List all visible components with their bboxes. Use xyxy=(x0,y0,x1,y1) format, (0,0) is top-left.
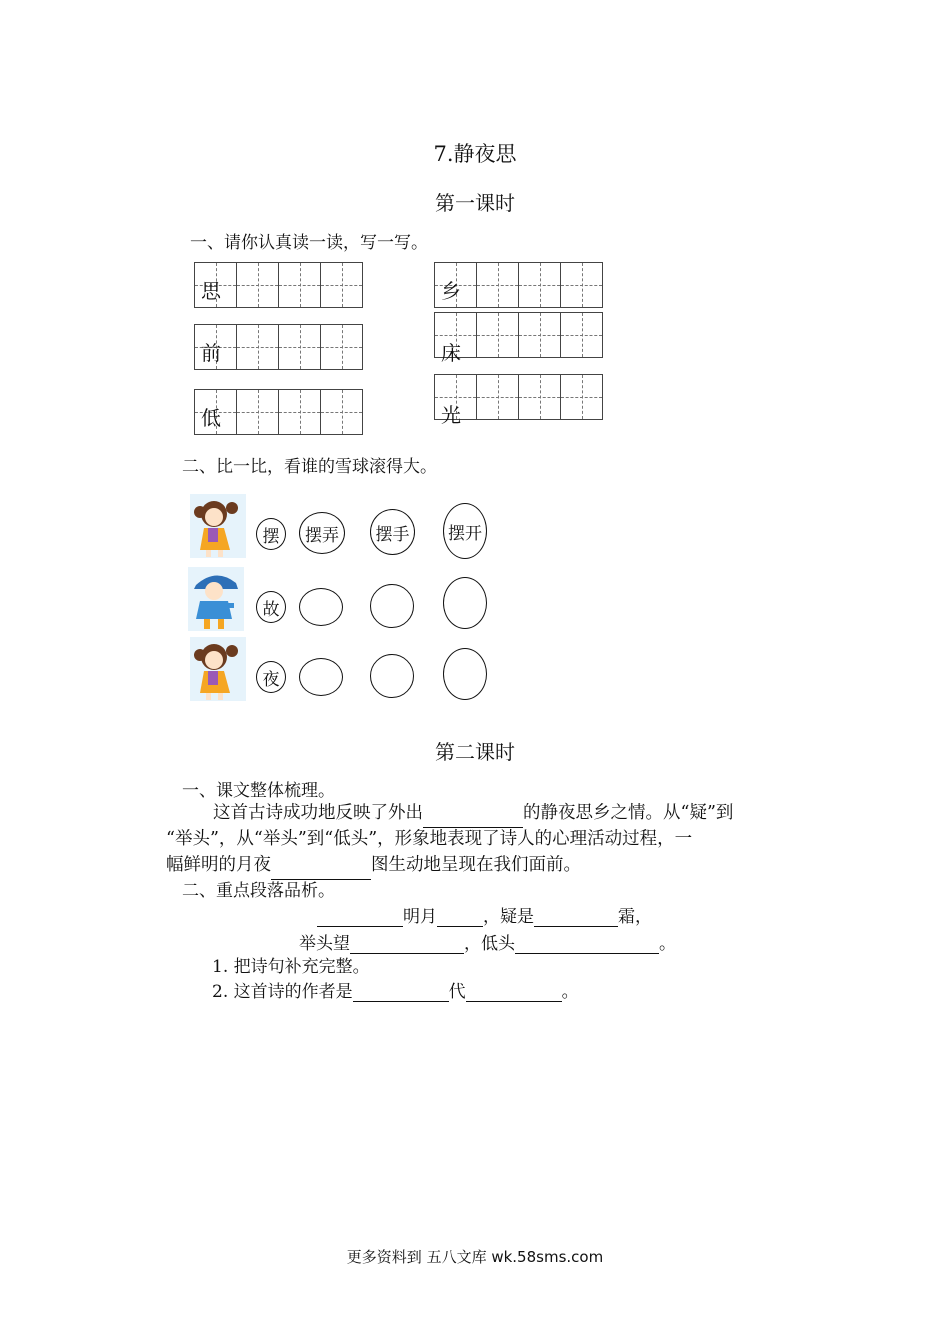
paragraph-line-2: “举头”，从“举头”到“低头”，形象地表现了诗人的心理活动过程，一 xyxy=(166,829,693,849)
lesson1-heading: 第一课时 xyxy=(435,191,515,215)
writing-grid-qian[interactable] xyxy=(194,324,363,370)
footer-link[interactable]: 更多资料到 五八文库 wk.58sms.com xyxy=(346,1248,604,1266)
text: 的静夜思乡之情。从“疑”到 xyxy=(523,803,734,823)
poem-line-2 xyxy=(299,929,676,954)
snowball-blank[interactable] xyxy=(443,648,487,700)
snowball-char: 夜 xyxy=(256,661,286,693)
text: ，低头 xyxy=(464,934,515,954)
question-1: 1. 把诗句补充完整。 xyxy=(212,957,370,977)
text: 。 xyxy=(561,982,579,1002)
answer-blank[interactable] xyxy=(534,908,618,927)
text: 举头望 xyxy=(299,934,350,954)
text: 霜， xyxy=(618,907,652,927)
writing-grid-guang[interactable] xyxy=(434,374,603,427)
grid-char: 床 xyxy=(441,341,461,365)
question-2 xyxy=(212,977,579,1002)
section2-instruction: 二、比一比，看谁的雪球滚得大。 xyxy=(182,457,437,477)
text: 幅鲜明的月夜 xyxy=(166,855,271,875)
paragraph-line-1 xyxy=(213,799,733,828)
girl-icon xyxy=(190,494,246,558)
snowball-blank[interactable] xyxy=(443,577,487,629)
text: 2. 这首诗的作者是 xyxy=(212,982,353,1002)
snowball-blank[interactable] xyxy=(370,584,414,628)
snowball-char: 故 xyxy=(256,591,286,623)
answer-blank[interactable] xyxy=(466,983,562,1002)
section1-instruction: 一、请你认真读一读，写一写。 xyxy=(190,233,428,253)
text: ，疑是 xyxy=(483,907,534,927)
text: 图生动地呈现在我们面前。 xyxy=(371,855,581,875)
text: 代 xyxy=(448,982,466,1002)
poem-line-1 xyxy=(317,902,652,927)
lesson2-heading: 第二课时 xyxy=(435,740,515,764)
writing-grid-di[interactable] xyxy=(194,389,363,435)
text: 这首古诗成功地反映了外出 xyxy=(213,803,423,823)
text: 。 xyxy=(659,934,676,954)
writing-grid-chuang[interactable] xyxy=(434,312,603,365)
girl-icon xyxy=(190,637,246,701)
snowball-word[interactable]: 摆开 xyxy=(443,503,487,559)
lesson2-section2: 二、重点段落品析。 xyxy=(182,881,335,901)
answer-blank[interactable] xyxy=(353,983,449,1002)
answer-blank[interactable] xyxy=(515,935,659,954)
page-title: 7.静夜思 xyxy=(433,142,517,166)
grid-char: 前 xyxy=(201,341,221,365)
snowball-blank[interactable] xyxy=(299,658,343,696)
snowball-char: 摆 xyxy=(256,518,286,550)
grid-char: 乡 xyxy=(441,279,461,303)
answer-blank[interactable] xyxy=(317,908,403,927)
answer-blank[interactable] xyxy=(437,908,483,927)
text: 明月 xyxy=(403,907,437,927)
snowball-word[interactable]: 摆弄 xyxy=(299,512,345,554)
snowball-blank[interactable] xyxy=(299,588,343,626)
snowball-word[interactable]: 摆手 xyxy=(370,509,415,555)
grid-char: 低 xyxy=(201,406,221,430)
lesson2-section1: 一、课文整体梳理。 xyxy=(182,781,335,801)
writing-grid-si[interactable] xyxy=(194,262,363,308)
grid-char: 光 xyxy=(441,403,461,427)
boy-icon xyxy=(188,567,244,631)
snowball-blank[interactable] xyxy=(370,654,414,698)
grid-char: 思 xyxy=(201,279,221,303)
writing-grid-xiang[interactable] xyxy=(434,262,603,308)
